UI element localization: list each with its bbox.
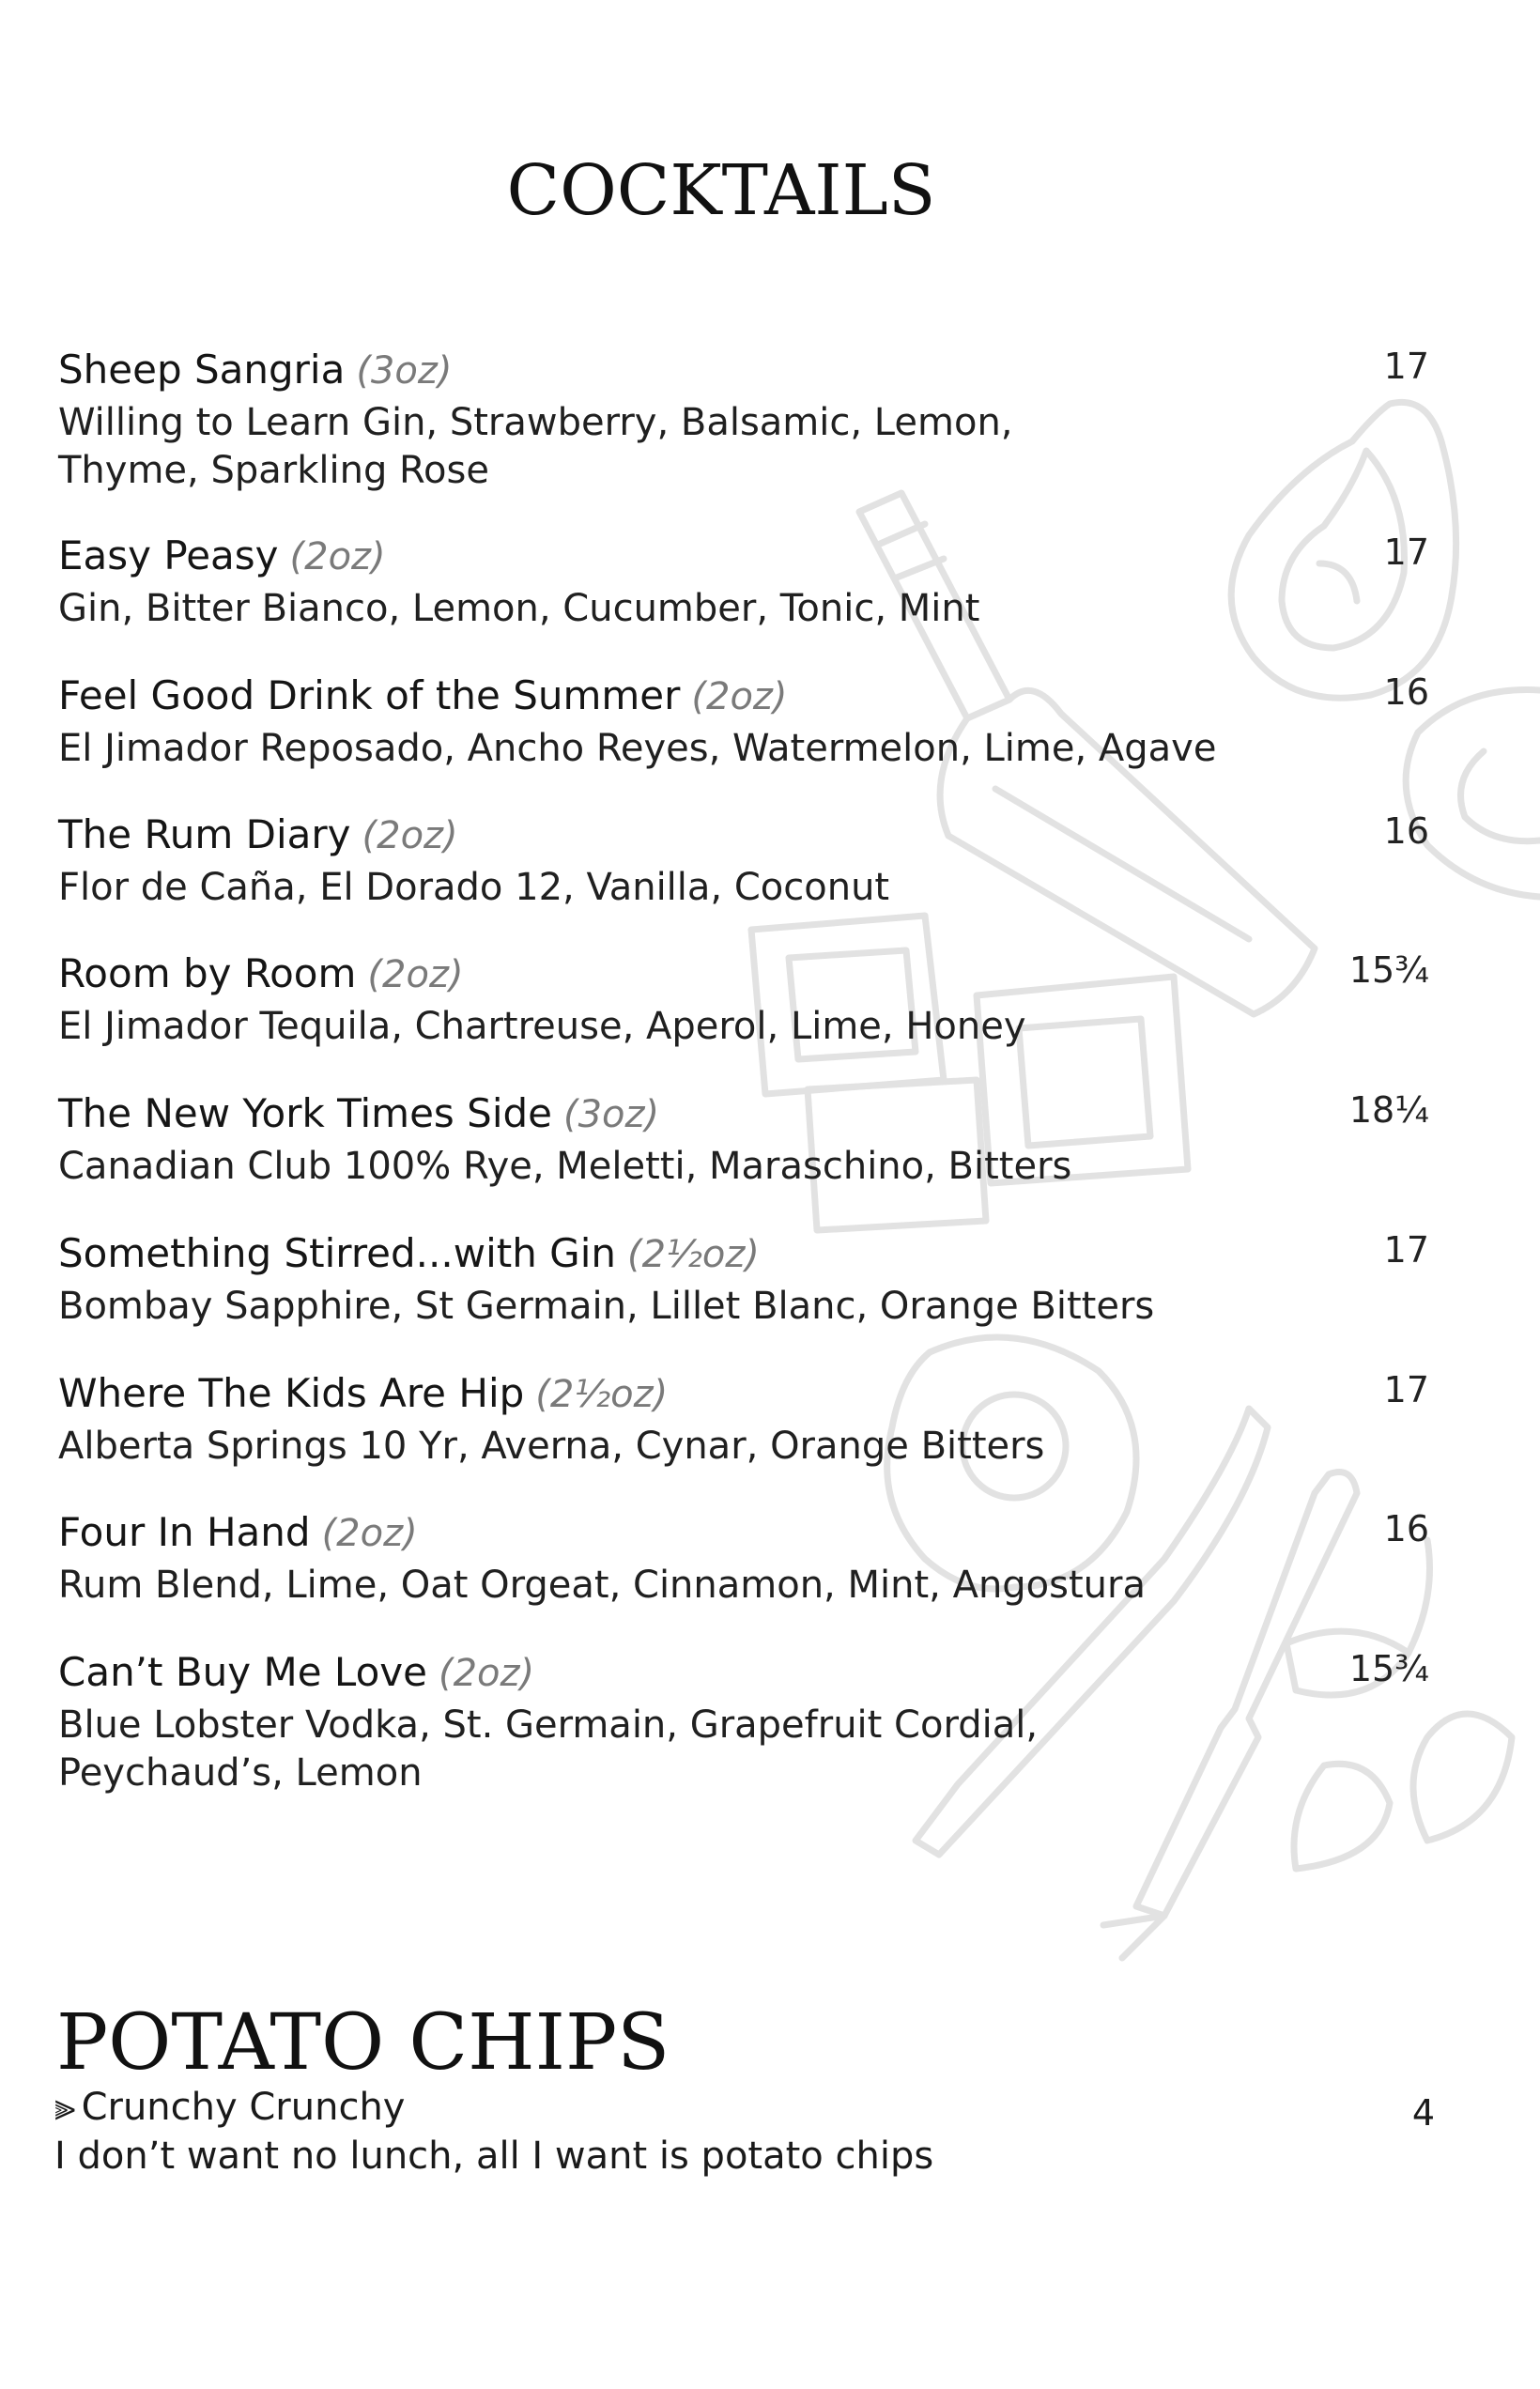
menu-item-cocktail bbox=[58, 1366, 1429, 1471]
item-name: Crunchy Crunchy bbox=[81, 2086, 406, 2129]
item-name: Four In Hand bbox=[58, 1509, 311, 1555]
item-size: (2oz) bbox=[691, 675, 788, 718]
item-description: Flor de Caña, El Dorado 12, Vanilla, Coconut bbox=[58, 866, 890, 909]
item-size: (2oz) bbox=[438, 1652, 535, 1695]
menu-item-cocktail bbox=[58, 808, 1429, 912]
menu-item-cocktail bbox=[58, 529, 1429, 633]
menu-item-cocktail bbox=[58, 1645, 1429, 1797]
item-description: El Jimador Tequila, Chartreuse, Aperol, Lime, Honey bbox=[58, 1005, 1026, 1048]
item-name: Something Stirred...with Gin bbox=[58, 1230, 617, 1276]
item-size: (2oz) bbox=[289, 535, 386, 578]
item-name: Feel Good Drink of the Summer bbox=[58, 672, 681, 718]
item-price: 17 bbox=[1383, 1229, 1429, 1271]
item-price: 16 bbox=[1383, 671, 1429, 713]
item-price: 4 bbox=[1411, 2092, 1435, 2134]
item-size: (2oz) bbox=[362, 814, 458, 857]
item-description: Canadian Club 100% Rye, Meletti, Maraschino, Bitters bbox=[58, 1145, 1072, 1188]
menu-item-potato-chips bbox=[54, 2083, 1435, 2181]
item-price: 18¼ bbox=[1348, 1089, 1429, 1131]
item-price: 17 bbox=[1383, 346, 1429, 387]
item-description: Gin, Bitter Bianco, Lemon, Cucumber, Tonic, Mint bbox=[58, 587, 980, 630]
item-size: (3oz) bbox=[562, 1093, 660, 1136]
item-size: (2½oz) bbox=[535, 1373, 669, 1416]
item-price: 17 bbox=[1383, 532, 1429, 573]
item-name: Room by Room bbox=[58, 950, 357, 996]
menu-item-cocktail bbox=[58, 947, 1429, 1051]
item-description: I don’t want no lunch, all I want is potato chips bbox=[54, 2135, 934, 2178]
item-name: Easy Peasy bbox=[58, 532, 279, 578]
item-price: 16 bbox=[1383, 810, 1429, 852]
item-description: El Jimador Reposado, Ancho Reyes, Watermelon, Lime, Agave bbox=[58, 727, 1217, 770]
item-name: Can’t Buy Me Love bbox=[58, 1649, 427, 1695]
item-description: Alberta Springs 10 Yr, Averna, Cynar, Orange Bitters bbox=[58, 1425, 1045, 1468]
item-description: Blue Lobster Vodka, St. Germain, Grapefruit Cordial, Peychaud’s, Lemon bbox=[58, 1703, 1039, 1795]
item-size: (3oz) bbox=[356, 349, 453, 393]
item-price: 15¾ bbox=[1348, 949, 1429, 991]
section-title-potato-chips: POTATO CHIPS bbox=[56, 1998, 670, 2088]
item-price: 15¾ bbox=[1348, 1648, 1429, 1689]
item-name: Where The Kids Are Hip bbox=[58, 1370, 525, 1416]
item-description: Bombay Sapphire, St Germain, Lillet Blanc, Orange Bitters bbox=[58, 1285, 1155, 1328]
item-size: (2oz) bbox=[321, 1512, 418, 1555]
item-description: Rum Blend, Lime, Oat Orgeat, Cinnamon, Mint, Angostura bbox=[58, 1564, 1146, 1607]
item-description: Willing to Learn Gin, Strawberry, Balsamic, Lemon, Thyme, Sparkling Rose bbox=[58, 401, 1013, 492]
menu-item-cocktail bbox=[58, 343, 1429, 495]
menu-item-cocktail bbox=[58, 1226, 1429, 1331]
item-name: The New York Times Side bbox=[58, 1090, 552, 1136]
arrow-icon: ⫸ bbox=[54, 2086, 76, 2129]
item-size: (2oz) bbox=[367, 953, 464, 996]
menu-item-cocktail bbox=[58, 1087, 1429, 1191]
item-price: 17 bbox=[1383, 1369, 1429, 1410]
section-title-cocktails: COCKTAILS bbox=[506, 150, 936, 231]
item-name: The Rum Diary bbox=[58, 811, 351, 857]
item-price: 16 bbox=[1383, 1508, 1429, 1549]
item-size: (2½oz) bbox=[627, 1233, 760, 1276]
menu-item-cocktail bbox=[58, 669, 1429, 773]
item-name: Sheep Sangria bbox=[58, 347, 346, 393]
menu-item-cocktail bbox=[58, 1505, 1429, 1610]
